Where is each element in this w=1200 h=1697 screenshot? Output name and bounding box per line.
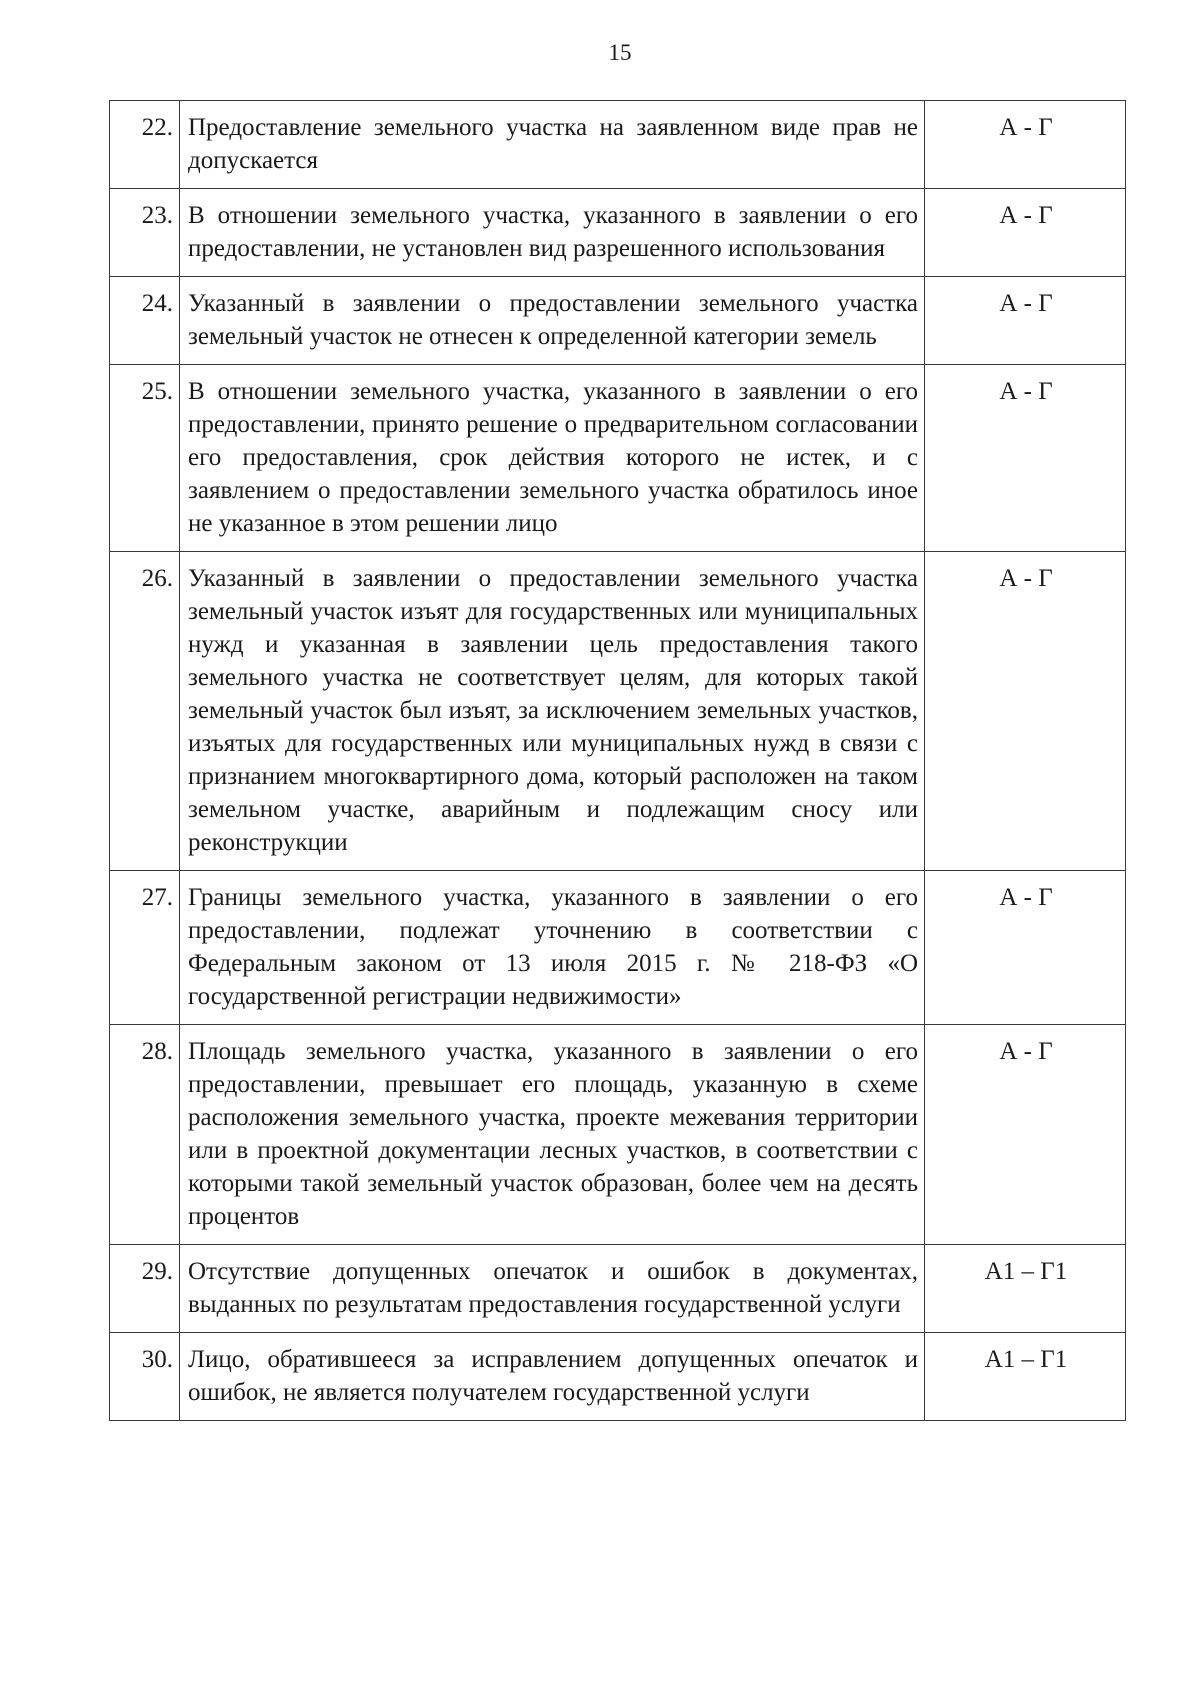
row-text: В отношении земельного участка, указанного в заявлении о его предоставлении, не установлен вид разрешенного использования (180, 189, 925, 277)
row-text: Указанный в заявлении о предоставлении земельного участка земельный участок не отнесен к определенной категории земель (180, 277, 925, 365)
page-number: 15 (608, 40, 632, 65)
table-row (110, 1333, 1126, 1421)
row-text: Отсутствие допущенных опечаток и ошибок в документах, выданных по результатам предоставления государственной услуги (180, 1245, 925, 1333)
grounds-table (109, 100, 1126, 1421)
row-text: Границы земельного участка, указанного в заявлении о его предоставлении, подлежат уточнению в соответствии с Федеральным законом от 13 июля 2015 г. № 218-ФЗ «О государственной регистрации недвижимости» (180, 871, 925, 1025)
row-code: А - Г (925, 552, 1126, 871)
row-code: А - Г (925, 1025, 1126, 1245)
row-code: А - Г (925, 871, 1126, 1025)
row-text: Указанный в заявлении о предоставлении земельного участка земельный участок изъят для государственных или муниципальных нужд и указанная в заявлении цель предоставления такого земельного участка не соответствует целям, для которых такой земельный участок был изъят, за исключением земельных участков, изъятых для государственных или муниципальных нужд в связи с признанием многоквартирного дома, который расположен на таком земельном участке, аварийным и подлежащим сносу или реконструкции (180, 552, 925, 871)
row-text: В отношении земельного участка, указанного в заявлении о его предоставлении, принято решение о предварительном согласовании его предоставления, срок действия которого не истек, и с заявлением о предоставлении земельного участка обратилось иное не указанное в этом решении лицо (180, 365, 925, 552)
row-code: А - Г (925, 101, 1126, 189)
row-text: Предоставление земельного участка на заявленном виде прав не допускается (180, 101, 925, 189)
row-text: Площадь земельного участка, указанного в заявлении о его предоставлении, превышает его площадь, указанную в схеме расположения земельного участка, проекте межевания территории или в проектной документации лесных участков, в соответствии с которыми такой земельный участок образован, более чем на десять процентов (180, 1025, 925, 1245)
row-number: 27. (110, 871, 180, 1025)
row-code: А1 – Г1 (925, 1333, 1126, 1421)
table-row (110, 189, 1126, 277)
row-number: 26. (110, 552, 180, 871)
table-row (110, 277, 1126, 365)
table-row (110, 1245, 1126, 1333)
table-row (110, 871, 1126, 1025)
row-text: Лицо, обратившееся за исправлением допущенных опечаток и ошибок, не является получателем государственной услуги (180, 1333, 925, 1421)
row-code: А1 – Г1 (925, 1245, 1126, 1333)
row-number: 30. (110, 1333, 180, 1421)
row-number: 22. (110, 101, 180, 189)
row-number: 25. (110, 365, 180, 552)
table-row (110, 365, 1126, 552)
row-code: А - Г (925, 365, 1126, 552)
table-row (110, 101, 1126, 189)
table-row (110, 552, 1126, 871)
row-number: 29. (110, 1245, 180, 1333)
row-number: 24. (110, 277, 180, 365)
row-number: 28. (110, 1025, 180, 1245)
row-code: А - Г (925, 189, 1126, 277)
row-number: 23. (110, 189, 180, 277)
table-row (110, 1025, 1126, 1245)
row-code: А - Г (925, 277, 1126, 365)
